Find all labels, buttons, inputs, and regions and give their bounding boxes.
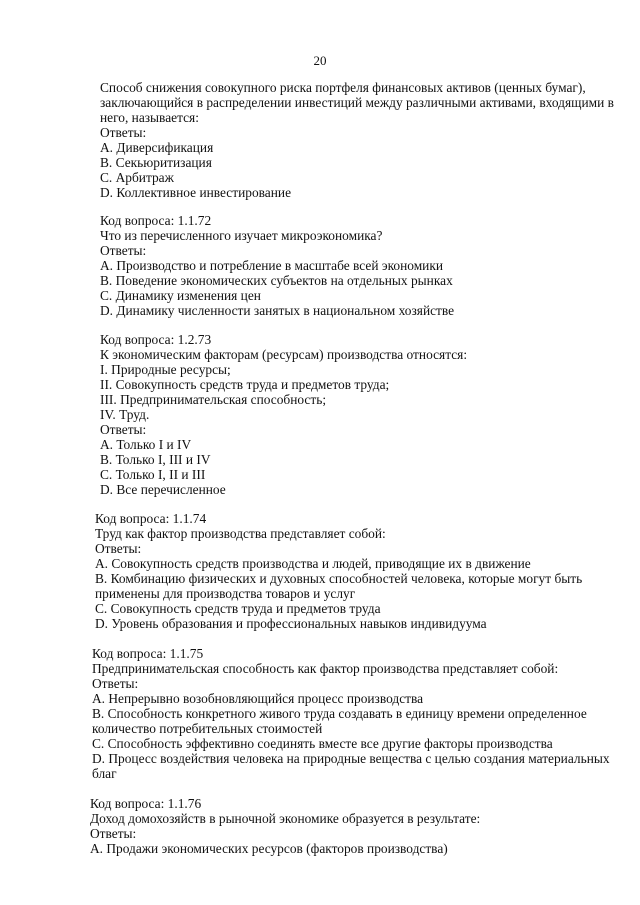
question-block: [100, 213, 610, 318]
answer-option: D. Все перечисленное: [100, 482, 226, 497]
answer-option: C. Динамику изменения цен: [100, 288, 261, 303]
answer-option: B. Поведение экономических субъектов на отдельных рынках: [100, 273, 453, 288]
answer-option: C. Только I, II и III: [100, 467, 206, 482]
answer-option: C. Арбитраж: [100, 170, 174, 185]
answer-option: D. Динамику численности занятых в национальном хозяйстве: [100, 303, 455, 318]
answers-label: Ответы:: [100, 125, 147, 140]
question-block: [95, 511, 605, 631]
answer-option: C. Совокупность средств труда и предметов труда: [95, 601, 381, 616]
answer-option: B. Только I, III и IV: [100, 452, 211, 467]
question-text: Способ снижения совокупного риска портфеля финансовых активов (ценных бумаг),: [100, 80, 586, 95]
question-block: [92, 646, 610, 781]
question-text: Труд как фактор производства представляет собой:: [95, 526, 386, 541]
question-block: [90, 796, 600, 856]
question-code: Код вопроса: 1.1.72: [100, 213, 212, 228]
question-text: К экономическим факторам (ресурсам) производства относятся:: [100, 347, 468, 362]
answer-option: A. Диверсификация: [100, 140, 214, 155]
answer-option: B. Способность конкретного живого труда создавать в единицу времени определенное: [92, 706, 587, 721]
answer-option: A. Продажи экономических ресурсов (факторов производства): [90, 841, 448, 856]
question-text: IV. Труд.: [100, 407, 150, 422]
question-text: него, называется:: [100, 110, 199, 125]
answer-option: B. Комбинацию физических и духовных способностей человека, которые могут быть: [95, 571, 583, 586]
question-text: Доход домохозяйств в рыночной экономике образуется в результате:: [90, 811, 481, 826]
question-code: Код вопроса: 1.1.76: [90, 796, 202, 811]
question-text: Что из перечисленного изучает микроэкономика?: [100, 228, 383, 243]
answers-label: Ответы:: [100, 243, 147, 258]
question-block: [100, 80, 614, 200]
answers-label: Ответы:: [92, 676, 139, 691]
question-text: III. Предпринимательская способность;: [100, 392, 327, 407]
answer-option-continued: благ: [92, 766, 117, 781]
answer-option: C. Способность эффективно соединять вместе все другие факторы производства: [92, 736, 553, 751]
question-code: Код вопроса: 1.1.75: [92, 646, 204, 661]
answer-option-continued: количество потребительных стоимостей: [92, 721, 323, 736]
question-text: Предпринимательская способность как фактор производства представляет собой:: [92, 661, 559, 676]
answer-option-continued: применены для производства товаров и услуг: [95, 586, 356, 601]
answer-option: A. Совокупность средств производства и людей, приводящие их в движение: [95, 556, 531, 571]
answer-option: D. Коллективное инвестирование: [100, 185, 292, 200]
question-code: Код вопроса: 1.1.74: [95, 511, 207, 526]
question-text: II. Совокупность средств труда и предметов труда;: [100, 377, 390, 392]
answer-option: D. Процесс воздействия человека на природные вещества с целью создания материальных: [92, 751, 610, 766]
question-text: I. Природные ресурсы;: [100, 362, 231, 377]
question-code: Код вопроса: 1.2.73: [100, 332, 212, 347]
answer-option: D. Уровень образования и профессиональных навыков индивидуума: [95, 616, 487, 631]
page-number: 20: [313, 53, 327, 68]
question-text: заключающийся в распределении инвестиций между различными активами, входящими в: [100, 95, 614, 110]
answer-option: B. Секьюритизация: [100, 155, 212, 170]
answers-label: Ответы:: [90, 826, 137, 841]
answer-option: A. Только I и IV: [100, 437, 192, 452]
answer-option: A. Производство и потребление в масштабе всей экономики: [100, 258, 444, 273]
answers-label: Ответы:: [100, 422, 147, 437]
question-block: [100, 332, 610, 497]
answer-option: A. Непрерывно возобновляющийся процесс производства: [92, 691, 424, 706]
answers-label: Ответы:: [95, 541, 142, 556]
